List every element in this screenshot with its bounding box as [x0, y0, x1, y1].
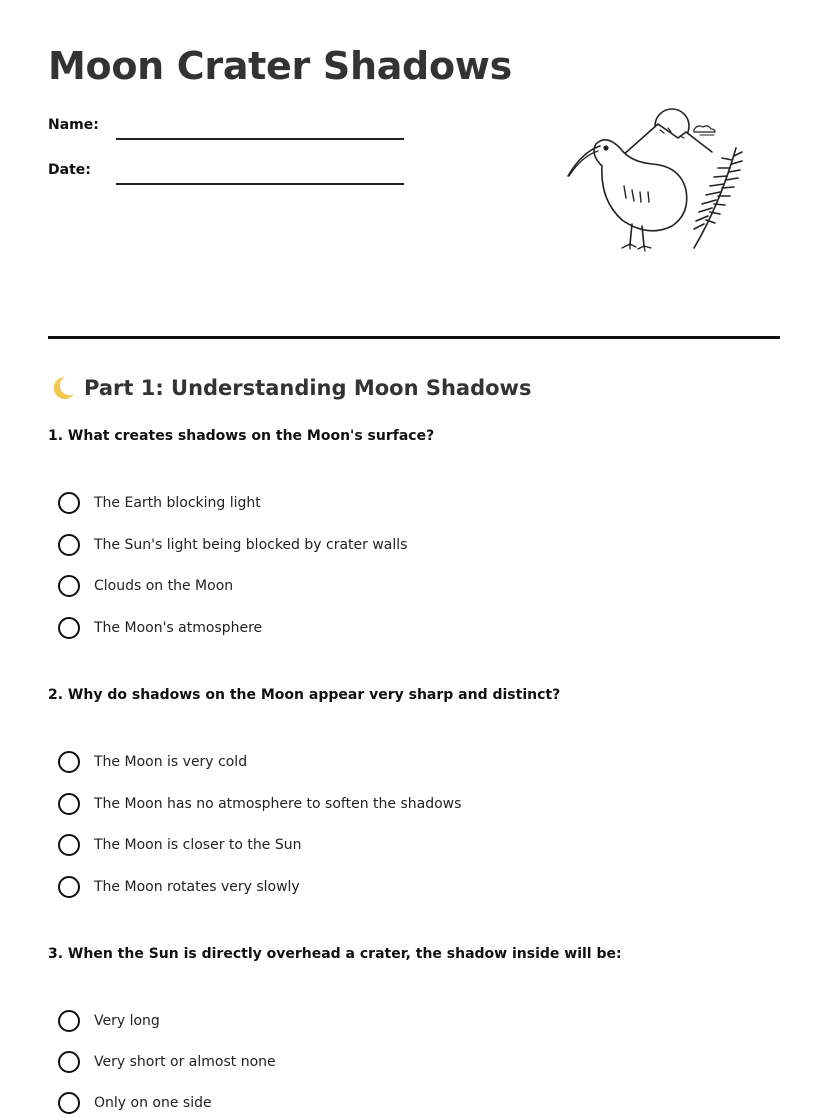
name-label: Name:: [48, 117, 99, 133]
option-label: The Moon is closer to the Sun: [94, 837, 302, 853]
q2-option-3[interactable]: [58, 833, 301, 857]
radio-button[interactable]: [58, 1010, 80, 1032]
option-label: Very short or almost none: [94, 1054, 276, 1070]
q3-option-2[interactable]: [58, 1050, 276, 1074]
q2-option-4[interactable]: [58, 875, 300, 899]
option-label: The Moon has no atmosphere to soften the shadows: [94, 796, 462, 812]
radio-button[interactable]: [58, 876, 80, 898]
option-label: Only on one side: [94, 1095, 212, 1111]
option-label: The Earth blocking light: [94, 495, 261, 511]
option-label: The Moon is very cold: [94, 754, 248, 770]
question-3: 3. When the Sun is directly overhead a crater, the shadow inside will be:: [48, 946, 622, 962]
section-divider: [48, 336, 780, 339]
q2-option-1[interactable]: [58, 750, 247, 774]
radio-button[interactable]: [58, 793, 80, 815]
option-label: The Sun's light being blocked by crater walls: [94, 537, 408, 553]
q1-option-3[interactable]: [58, 574, 233, 598]
page-title: Moon Crater Shadows: [48, 44, 512, 88]
part1-heading-text: Part 1: Understanding Moon Shadows: [84, 376, 532, 400]
option-label: The Moon's atmosphere: [94, 620, 263, 636]
date-label: Date:: [48, 162, 91, 178]
option-label: Very long: [94, 1013, 160, 1029]
radio-button[interactable]: [58, 617, 80, 639]
crescent-moon-icon: [48, 374, 76, 402]
q3-option-3[interactable]: [58, 1091, 212, 1115]
radio-button[interactable]: [58, 751, 80, 773]
option-label: The Moon rotates very slowly: [94, 879, 300, 895]
q1-option-2[interactable]: [58, 533, 407, 557]
q1-option-1[interactable]: [58, 491, 261, 515]
q1-option-4[interactable]: [58, 616, 262, 640]
radio-button[interactable]: [58, 492, 80, 514]
q2-option-2[interactable]: [58, 792, 461, 816]
radio-button[interactable]: [58, 834, 80, 856]
part1-heading: [48, 374, 531, 402]
radio-button[interactable]: [58, 1092, 80, 1114]
radio-button[interactable]: [58, 534, 80, 556]
question-1: 1. What creates shadows on the Moon's surface?: [48, 428, 435, 444]
radio-button[interactable]: [58, 1051, 80, 1073]
option-label: Clouds on the Moon: [94, 578, 234, 594]
date-field[interactable]: [116, 183, 404, 185]
question-2: 2. Why do shadows on the Moon appear very sharp and distinct?: [48, 687, 561, 703]
kiwi-bird-illustration: [560, 104, 750, 264]
radio-button[interactable]: [58, 575, 80, 597]
q3-option-1[interactable]: [58, 1009, 160, 1033]
name-field[interactable]: [116, 138, 404, 140]
